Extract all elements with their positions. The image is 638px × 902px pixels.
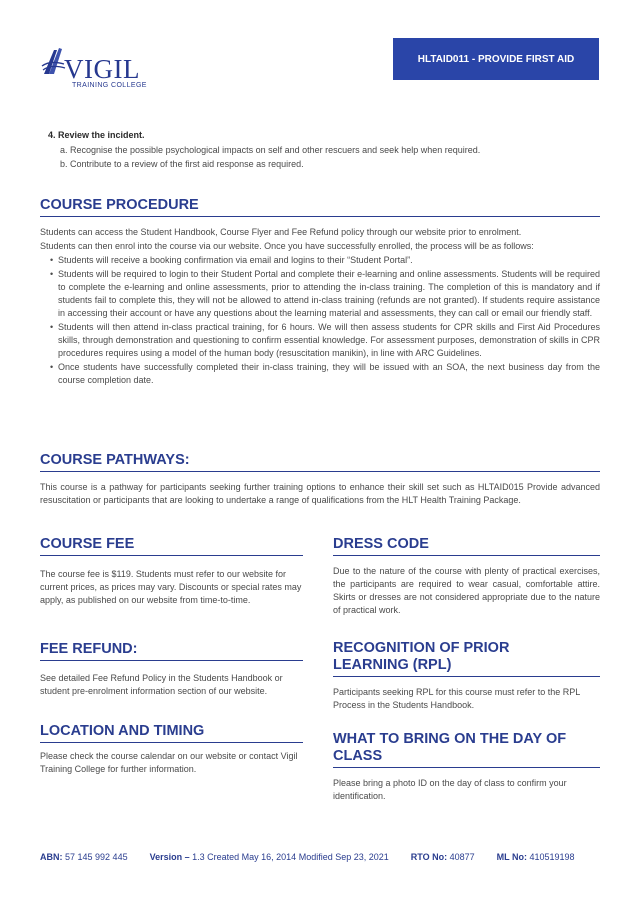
course-fee-section xyxy=(40,536,303,607)
location-text: Please check the course calendar on our website or contact Vigil Training College for further information. xyxy=(40,751,298,774)
logo-wordmark: VIGIL xyxy=(64,54,140,84)
location-timing-section xyxy=(40,723,303,776)
pathways-text: This course is a pathway for participants seeking further training options to enhance their skill set such as HLTAID015 Provide advanced resuscitation or participants that are looking to undertake a range of qualifications from the HLT Health Training Package. xyxy=(40,482,600,505)
logo-subtitle: TRAINING COLLEGE xyxy=(72,82,147,89)
refund-text: See detailed Fee Refund Policy in the Students Handbook or student pre-enrolment information section of our website. xyxy=(40,673,283,696)
bring-text: Please bring a photo ID on the day of class to confirm your identification. xyxy=(333,778,567,801)
section-heading: LOCATION AND TIMING xyxy=(40,723,303,743)
list-item: • Students will then attend in-class practical training, for 6 hours. We will then assess students for CPR skills and First Aid Procedures skills, through demonstration and questioning to confirm essential knowledge. For assessment purposes, demonstration of skills in CPR procedures requires using a model of the human body (resuscitation manikin), in line with ARC Guidelines. xyxy=(50,322,600,358)
what-to-bring-section xyxy=(333,731,600,803)
section-heading: DRESS CODE xyxy=(333,536,600,556)
list-item: • Students will receive a booking confirmation via email and logins to their “Student Portal”. xyxy=(50,255,413,265)
dress-code-section xyxy=(333,536,600,617)
procedure-intro: Students can then enrol into the course via our website. Once you have successfully enrolled, the process will be as follows: xyxy=(40,241,534,251)
section-heading: RECOGNITION OF PRIOR LEARNING (RPL) xyxy=(333,640,600,677)
vigil-logo xyxy=(40,44,155,92)
version: Version – 1.3 Created May 16, 2014 Modified Sep 23, 2021 xyxy=(149,852,389,862)
course-procedure-section xyxy=(40,197,600,387)
fee-text: The course fee is $119. Students must refer to our website for current prices, as prices may vary. Discounts or special rates may apply, as published on our website from time-to-time. xyxy=(40,569,302,605)
review-heading: 4. Review the incident. xyxy=(48,130,145,140)
rpl-text: Participants seeking RPL for this course must refer to the RPL Process in the Students Handbook. xyxy=(333,687,580,710)
procedure-intro: Students can access the Student Handbook, Course Flyer and Fee Refund policy through our website prior to enrolment. xyxy=(40,227,522,237)
section-heading: WHAT TO BRING ON THE DAY OF CLASS xyxy=(333,731,600,768)
review-incident-list xyxy=(48,130,480,171)
review-item: b. Contribute to a review of the first aid response as required. xyxy=(60,159,304,169)
list-item: • Students will be required to login to their Student Portal and complete their e-learning and online assessments. Students will be required to complete the e-learning and online assessments, prior to attending the in-class training. The completion of this is mandatory and if students fail to complete this, they will not be allowed to attend in-class training (refunds are not granted). If students require assistance in accessing their account or have any questions about the learning material and assessments, they can call or email our friendly staff. xyxy=(50,269,600,318)
section-heading: COURSE FEE xyxy=(40,536,303,556)
course-pathways-section xyxy=(40,452,600,507)
page-footer xyxy=(40,852,600,862)
review-item: a. Recognise the possible psychological impacts on self and other rescuers and seek help when required. xyxy=(60,145,481,155)
section-heading: COURSE PATHWAYS: xyxy=(40,452,600,472)
fee-refund-section xyxy=(40,641,303,698)
course-code-banner: HLTAID011 - PROVIDE FIRST AID xyxy=(393,38,599,80)
dress-text: Due to the nature of the course with plenty of practical exercises, the participants are required to wear casual, comfortable attire. Skirts or dresses are not considered appropriate due to the nature of practical work. xyxy=(333,566,600,615)
list-item: • Once students have successfully completed their in-class training, they will be issued with an SOA, the next business day from the course completion date. xyxy=(50,362,600,385)
abn: ABN: 57 145 992 445 xyxy=(40,852,128,862)
ml-number: ML No: 410519198 xyxy=(496,852,575,862)
rpl-section xyxy=(333,640,600,712)
section-heading: COURSE PROCEDURE xyxy=(40,197,600,217)
section-heading: FEE REFUND: xyxy=(40,641,303,661)
rto-number: RTO No: 40877 xyxy=(410,852,475,862)
